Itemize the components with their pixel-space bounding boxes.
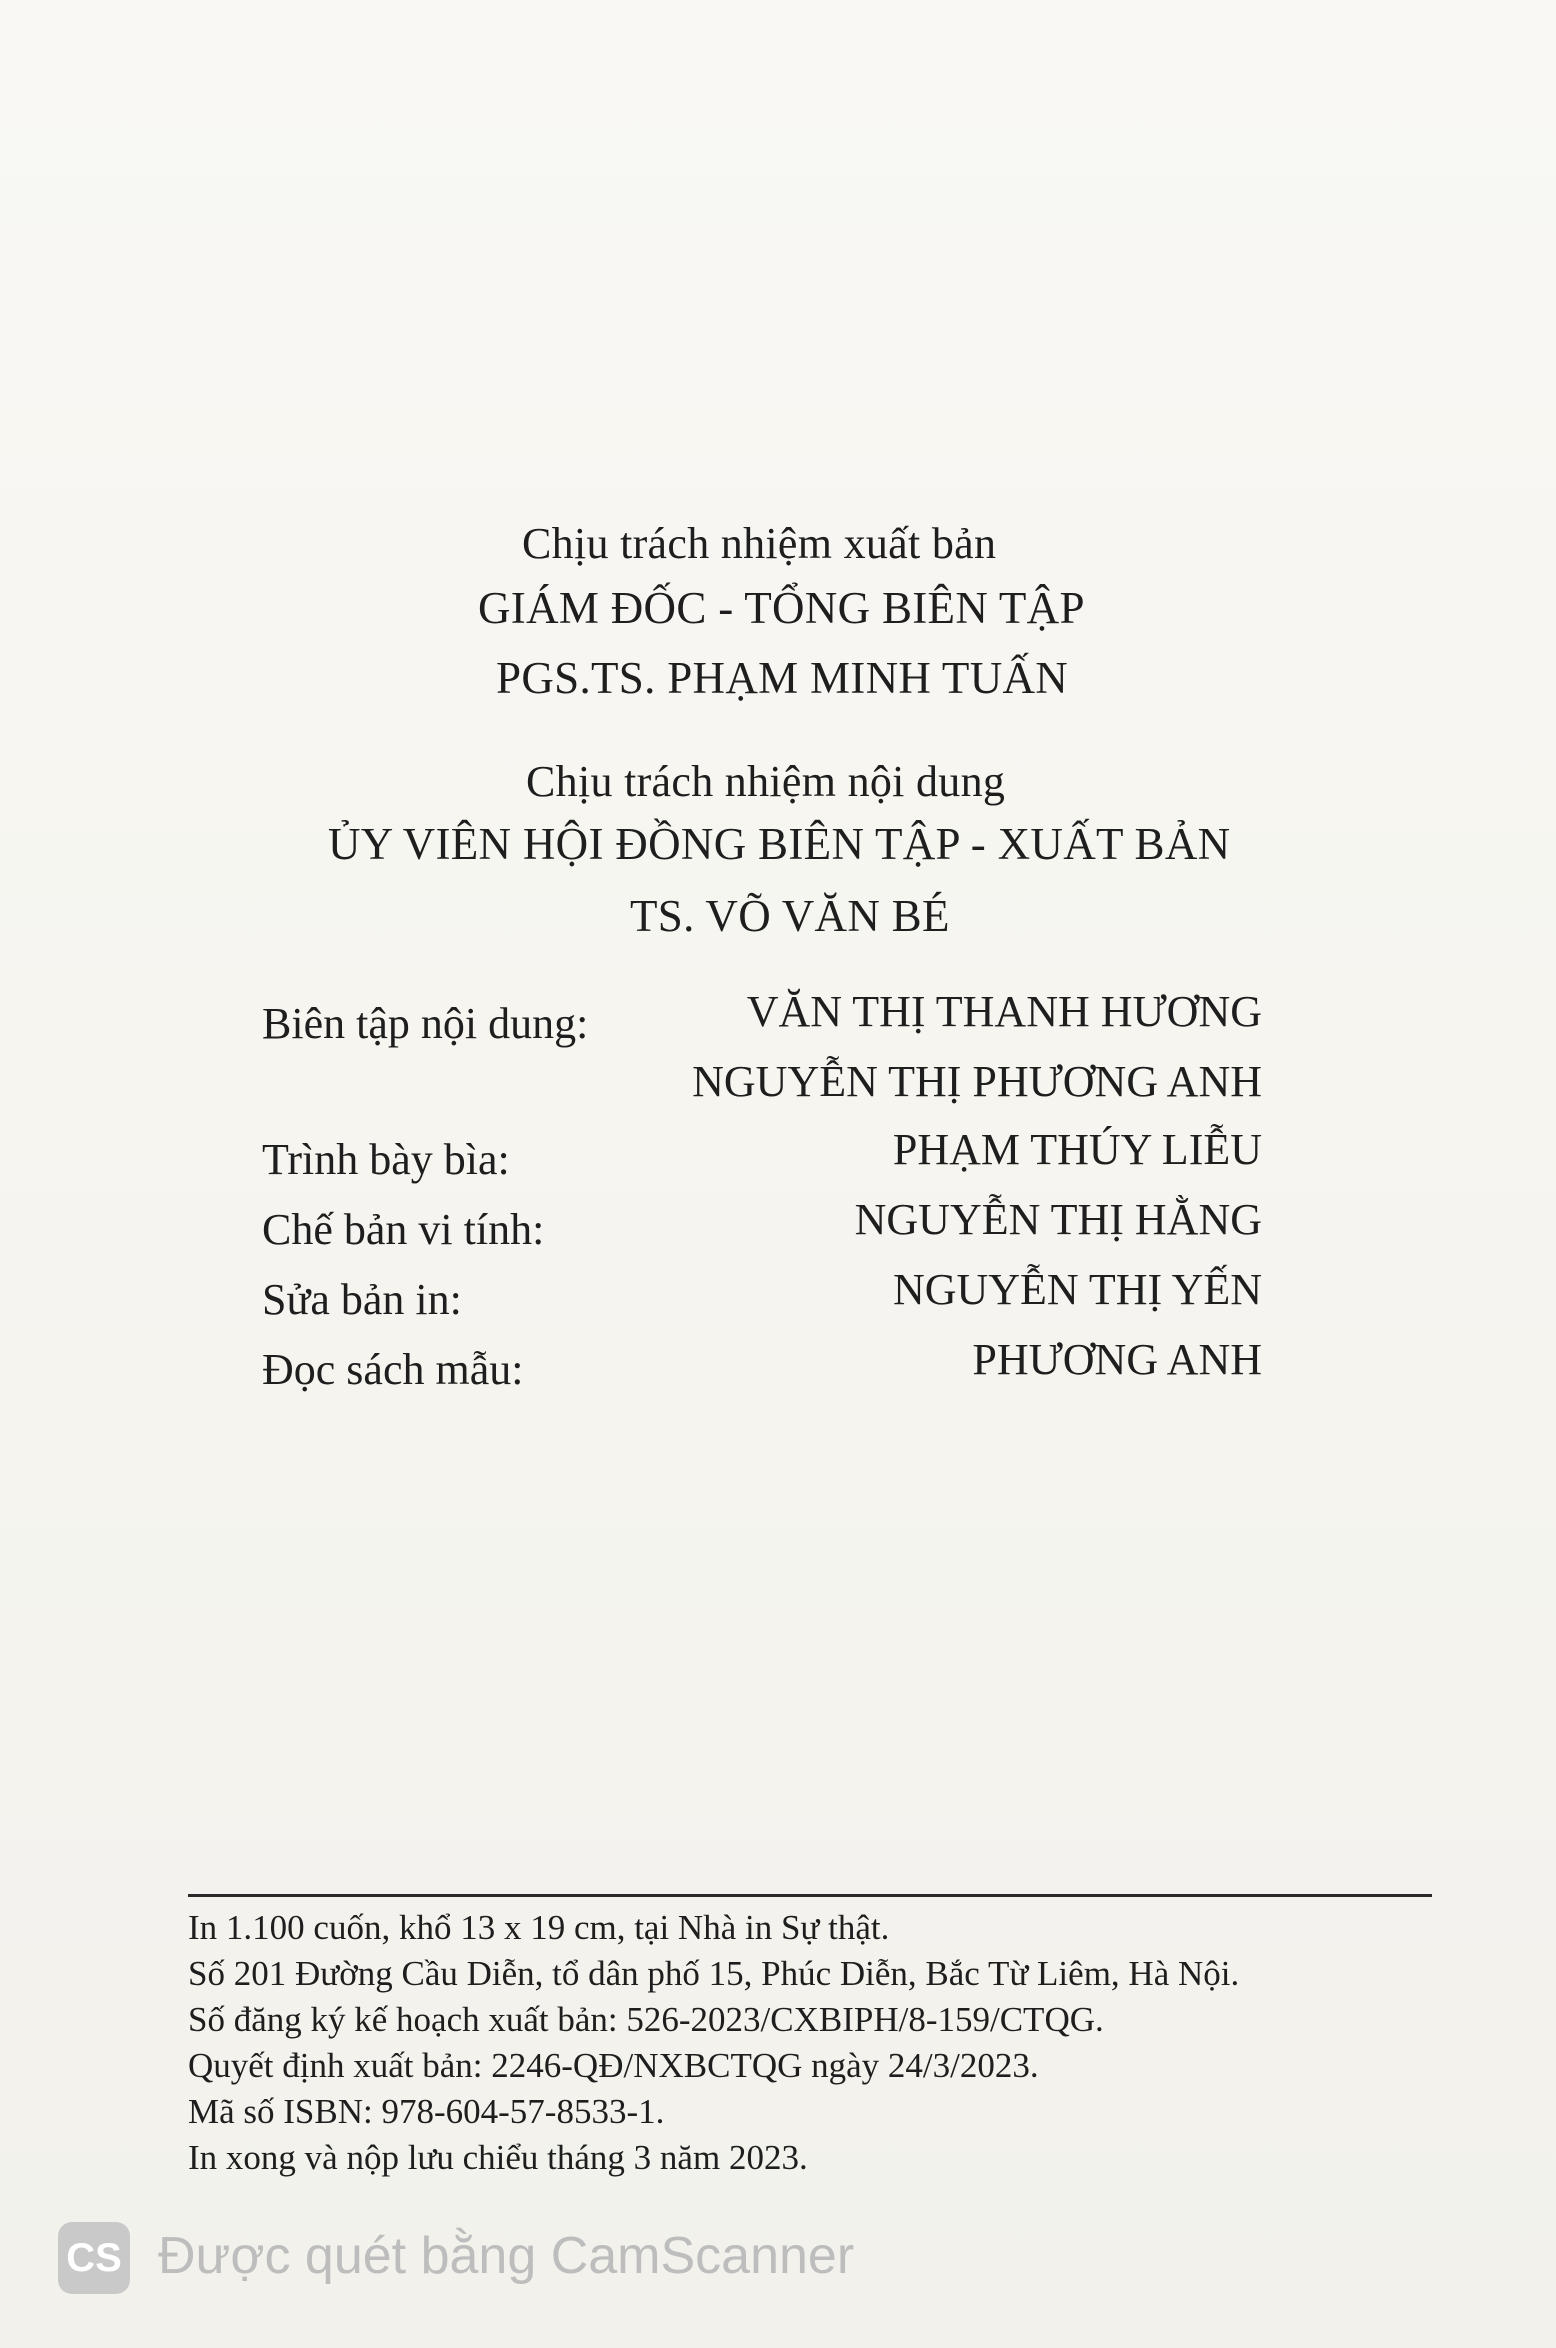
- imprint-line-registration: Số đăng ký kế hoạch xuất bản: 526-2023/CXBIPH/8-159/CTQG.: [188, 2000, 1104, 2039]
- content-heading: Chịu trách nhiệm nội dung: [526, 757, 1006, 806]
- content-role: ỦY VIÊN HỘI ĐỒNG BIÊN TẬP - XUẤT BẢN: [328, 819, 1231, 869]
- credit-value-editor: VĂN THỊ THANH HƯƠNG: [746, 987, 1262, 1036]
- credit-label-sample-reading: Đọc sách mẫu:: [262, 1345, 524, 1394]
- credit-label-proofreading: Sửa bản in:: [262, 1275, 462, 1324]
- imprint-line-isbn: Mã số ISBN: 978-604-57-8533-1.: [188, 2092, 665, 2131]
- credit-value-typesetting: NGUYỄN THỊ HẰNG: [854, 1195, 1262, 1244]
- credit-value-proofreading: NGUYỄN THỊ YẾN: [892, 1265, 1262, 1314]
- imprint-line-print-run: In 1.100 cuốn, khổ 13 x 19 cm, tại Nhà in Sự thật.: [188, 1908, 890, 1947]
- imprint-line-deposit: In xong và nộp lưu chiểu tháng 3 năm 2023.: [188, 2138, 808, 2177]
- publishing-role: GIÁM ĐỐC - TỔNG BIÊN TẬP: [478, 583, 1085, 633]
- credit-label-editor: Biên tập nội dung:: [262, 999, 589, 1048]
- credit-value-sample-reading: PHƯƠNG ANH: [972, 1335, 1262, 1384]
- imprint-divider: [188, 1894, 1432, 1897]
- imprint-line-decision: Quyết định xuất bản: 2246-QĐ/NXBCTQG ngày 24/3/2023.: [188, 2046, 1039, 2085]
- credit-value-cover: PHẠM THÚY LIỄU: [892, 1125, 1262, 1174]
- credit-label-cover: Trình bày bìa:: [262, 1135, 510, 1184]
- show-through-text: [300, 200, 310, 244]
- camscanner-watermark-text: Được quét bằng CamScanner: [158, 2227, 855, 2285]
- imprint-line-address: Số 201 Đường Cầu Diễn, tổ dân phố 15, Phúc Diễn, Bắc Từ Liêm, Hà Nội.: [188, 1954, 1240, 1993]
- credit-label-typesetting: Chế bản vi tính:: [262, 1205, 545, 1254]
- publishing-person: PGS.TS. PHẠM MINH TUẤN: [496, 653, 1069, 703]
- publishing-heading: Chịu trách nhiệm xuất bản: [522, 519, 997, 568]
- content-person: TS. VÕ VĂN BÉ: [630, 891, 950, 941]
- camscanner-logo: CS: [58, 2222, 130, 2294]
- credit-value-editor-2: NGUYỄN THỊ PHƯƠNG ANH: [692, 1057, 1262, 1106]
